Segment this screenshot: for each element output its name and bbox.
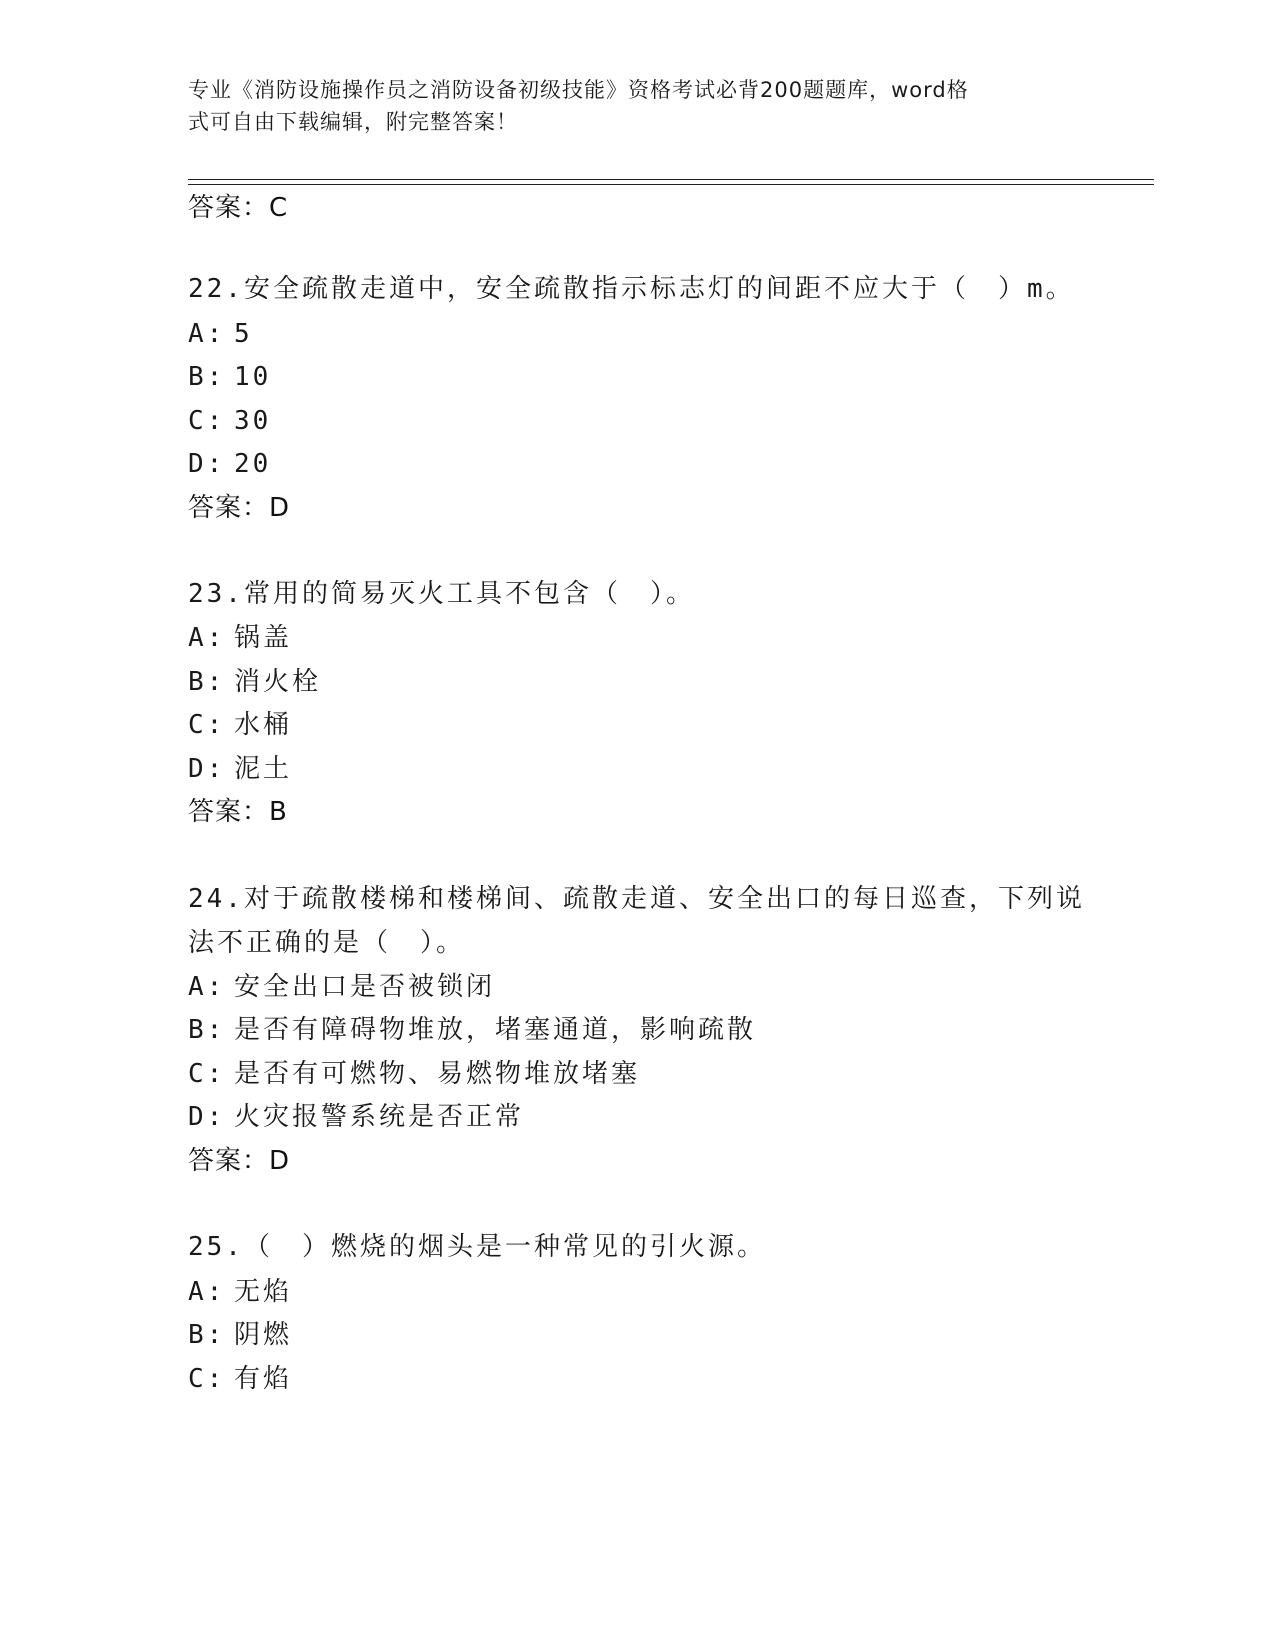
option-a xyxy=(188,621,292,655)
option-text: 有焰 xyxy=(234,1364,293,1394)
option-letter: A: xyxy=(188,1277,226,1307)
option-text: 水桶 xyxy=(234,710,293,740)
option-c xyxy=(188,1057,640,1091)
option-text: 10 xyxy=(234,362,272,392)
option-letter: B: xyxy=(188,362,226,392)
option-text: 阴燃 xyxy=(234,1320,293,1350)
answer-line: 答案：B xyxy=(188,797,288,827)
option-text: 30 xyxy=(234,406,272,436)
header-line-1: 专业《消防设施操作员之消防设备初级技能》资格考试必背200题题库，word格 xyxy=(188,78,969,102)
option-letter: D: xyxy=(188,449,226,479)
option-a xyxy=(188,970,495,1004)
option-d xyxy=(188,1100,524,1134)
answer-line: 答案：D xyxy=(188,493,291,523)
option-text: 消火栓 xyxy=(234,667,322,697)
question-stem: 22.安全疏散走道中，安全疏散指示标志灯的间距不应大于（ ）m。 xyxy=(188,274,1075,304)
option-text: 是否有障碍物堆放，堵塞通道，影响疏散 xyxy=(234,1015,757,1045)
question-stem: 23.常用的简易灭火工具不包含（ ）。 xyxy=(188,579,695,609)
option-letter: A: xyxy=(188,623,226,653)
option-letter: C: xyxy=(188,1059,226,1089)
question-stem-continued: 法不正确的是（ ）。 xyxy=(188,928,466,958)
option-text: 火灾报警系统是否正常 xyxy=(234,1102,525,1132)
option-text: 20 xyxy=(234,449,272,479)
answer-line: 答案：D xyxy=(188,1146,291,1176)
option-letter: B: xyxy=(188,1015,226,1045)
option-letter: D: xyxy=(188,1102,226,1132)
option-b xyxy=(188,360,271,394)
option-a xyxy=(188,1275,292,1309)
document-header xyxy=(188,74,1068,138)
option-letter: A: xyxy=(188,972,226,1002)
header-divider-bottom xyxy=(188,184,1154,185)
previous-answer: 答案：C xyxy=(188,193,289,223)
option-text: 是否有可燃物、易燃物堆放堵塞 xyxy=(234,1059,641,1089)
option-letter: C: xyxy=(188,1364,226,1394)
option-d xyxy=(188,752,292,786)
option-c xyxy=(188,1362,292,1396)
option-text: 无焰 xyxy=(234,1277,293,1307)
option-c xyxy=(188,404,271,438)
question-stem: 24.对于疏散楼梯和楼梯间、疏散走道、安全出口的每日巡查，下列说 xyxy=(188,884,1085,914)
option-b xyxy=(188,665,321,699)
option-b xyxy=(188,1013,756,1047)
option-text: 泥土 xyxy=(234,754,293,784)
option-text: 锅盖 xyxy=(234,623,293,653)
option-d xyxy=(188,447,271,481)
option-c xyxy=(188,708,292,742)
option-letter: B: xyxy=(188,667,226,697)
option-text: 安全出口是否被锁闭 xyxy=(234,972,496,1002)
option-letter: A: xyxy=(188,319,226,349)
option-letter: C: xyxy=(188,406,226,436)
option-letter: C: xyxy=(188,710,226,740)
option-b xyxy=(188,1318,292,1352)
option-a xyxy=(188,317,253,351)
header-line-2: 式可自由下载编辑，附完整答案！ xyxy=(188,110,518,134)
question-stem: 25.（ ）燃烧的烟头是一种常见的引火源。 xyxy=(188,1232,766,1262)
option-text: 5 xyxy=(234,319,253,349)
option-letter: D: xyxy=(188,754,226,784)
header-divider-top xyxy=(188,179,1154,180)
option-letter: B: xyxy=(188,1320,226,1350)
